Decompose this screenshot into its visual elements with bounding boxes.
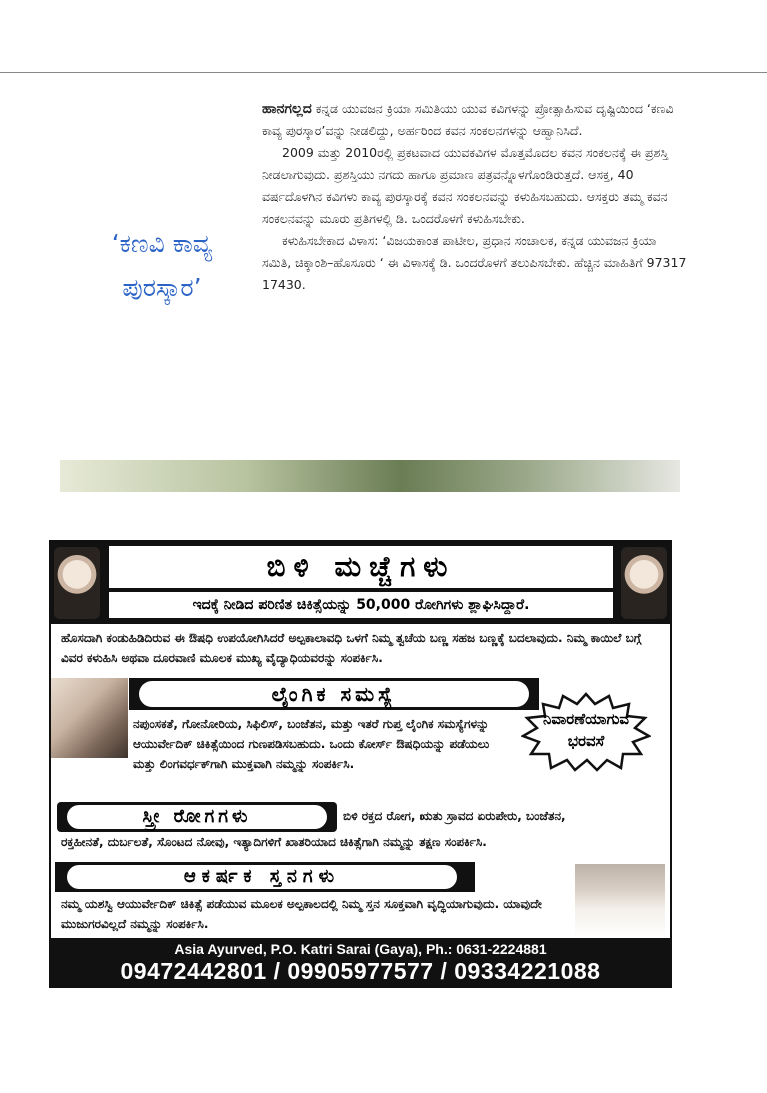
article-lead-word: ಹಾನಗಲ್ಲದ xyxy=(262,101,312,117)
ayurved-advertisement xyxy=(49,540,672,988)
ad-section-breast xyxy=(51,860,670,940)
woman-face-photo-right xyxy=(621,547,667,619)
section4-title-bar xyxy=(55,862,475,892)
top-rule xyxy=(0,72,767,73)
section3-title: ಸ್ತ್ರೀ ರೋಗಗಳು xyxy=(67,805,327,829)
ad-header-block xyxy=(51,542,670,624)
ad-paragraph-breast: ನಮ್ಮ ಯಶಸ್ವಿ ಆಯುರ್ವೇದಿಕ್ ಚಿಕಿತ್ಸೆ ಪಡೆಯುವ ಮೂಲಕ ಅಲ್ಪಕಾಲದಲ್ಲಿ ನಿಮ್ಮ ಸ್ತನ ಸೂಕ್ತವಾಗಿ ವೃದ್ಧಿಯಾಗುವುದು. ಯಾವುದೇ ಮುಜುಗರವಿಲ್ಲದೆ ನಮ್ಮನ್ನು ಸಂಪರ್ಕಿಸಿ. xyxy=(61,897,542,931)
article-paragraph-3: ಕಳುಹಿಸಬೇಕಾದ ವಿಳಾಸ: ‘ವಿಜಯಕಾಂತ ಪಾಟೀಲ, ಪ್ರಧಾನ ಸಂಚಾಲಕ, ಕನ್ನಡ ಯುವಜನ ಕ್ರಿಯಾ ಸಮಿತಿ, ಚಿಕ್ಕಾಂಶಿ–ಹೊಸೂರು ‘ ಈ ವಿಳಾಸಕ್ಕೆ ಡಿ. ಒಂದರೊಳಗೆ ತಲುಪಿಸಬೇಕು. ಹೆಚ್ಚಿನ ಮಾಹಿತಿಗೆ 97317 17430. xyxy=(262,233,687,292)
gradient-divider xyxy=(60,460,680,492)
award-title-line1: ‘ಕಣವಿ ಕಾವ್ಯ xyxy=(111,229,213,258)
ad-paragraph-skin: ಹೊಸದಾಗಿ ಕಂಡುಹಿಡಿದಿರುವ ಈ ಔಷಧಿ ಉಪಯೋಗಿಸಿದರೆ ಅಲ್ಪಕಾಲಾವಧಿ ಒಳಗೆ ನಿಮ್ಮ ತ್ವಚೆಯ ಬಣ್ಣ ಸಹಜ ಬಣ್ಣಕ್ಕೆ ಬದಲಾವುದು. ನಿಮ್ಮ ಕಾಯಿಲೆ ಬಗ್ಗೆ ವಿವರ ಕಳುಹಿಸಿ ಅಥವಾ ದೂರವಾಣಿ ಮೂಲಕ ಮುಖ್ಯ ವೈದ್ಯಾಧಿಯವರನ್ನು ಸಂಪರ್ಕಿಸಿ. xyxy=(61,631,642,665)
ad-headline: ಬಿಳಿ ಮಚ್ಚೆಗಳು xyxy=(109,546,613,588)
section4-title: ಆಕರ್ಷಕ ಸ್ತನಗಳು xyxy=(67,865,457,889)
contact-address: Asia Ayurved, P.O. Katri Sarai (Gaya), Ph.: 0631-2224881 xyxy=(174,941,547,957)
starburst-text xyxy=(529,708,643,752)
starburst-line2: ಭರವಸೆ xyxy=(567,732,605,750)
article-paragraph-2: 2009 ಮತ್ತು 2010ರಲ್ಲಿ ಪ್ರಕಟವಾದ ಯುವಕವಿಗಳ ಮೊತ್ತಮೊದಲ ಕವನ ಸಂಕಲನಕ್ಕೆ ಈ ಪ್ರಶಸ್ತಿ ನೀಡಲಾಗುವುದು. ಪ್ರಶಸ್ತಿಯು ನಗದು ಹಾಗೂ ಪ್ರಮಾಣ ಪತ್ರವನ್ನೊಳಗೊಂಡಿರುತ್ತದೆ. ಆಸಕ್ತ, 40 ವರ್ಷದೊಳಗಿನ ಕವಿಗಳು ಕಾವ್ಯ ಪುರಸ್ಕಾರಕ್ಕೆ ಕವನ ಸಂಕಲನವನ್ನು ಕಳುಹಿಸಬಹುದು. ಆಸಕ್ತರು ತಮ್ಮ ಕವನ ಸಂಕಲನವನ್ನು ಮೂರು ಪ್ರತಿಗಳಲ್ಲಿ ಡಿ. ಒಂದರೊಳಗೆ ಕಳುಹಿಸಬೇಕು. xyxy=(262,145,669,226)
article-paragraph-1-text: ಕನ್ನಡ ಯುವಜನ ಕ್ರಿಯಾ ಸಮಿತಿಯು ಯುವ ಕವಿಗಳನ್ನು ಪ್ರೋತ್ಸಾಹಿಸುವ ದೃಷ್ಟಿಯಿಂದ ‘ಕಣವಿ ಕಾವ್ಯ ಪುರಸ್ಕಾರ’ವನ್ನು ನೀಡಲಿದ್ದು, ಅರ್ಹರಿಂದ ಕವನ ಸಂಕಲನಗಳನ್ನು ಆಹ್ವಾನಿಸಿದೆ. xyxy=(262,101,674,138)
ad-paragraph-sexual-health: ನಪುಂಸಕತೆ, ಗೋನೋರಿಯ, ಸಿಫಿಲಿಸ್, ಬಂಜೆತನ, ಮತ್ತು ಇತರೆ ಗುಪ್ತ ಲೈಂಗಿಕ ಸಮಸ್ಯೆಗಳನ್ನು ಆಯುರ್ವೇದಿಕ್ ಚಿಕಿತ್ಸೆಯಿಂದ ಗುಣಪಡಿಸಬಹುದು. ಒಂದು ಕೋರ್ಸ್ ಔಷಧಿಯನ್ನು ಪಡೆಯಲು ಮತ್ತು ಲಿಂಗವರ್ಧಕ್‌ಗಾಗಿ ಮುಕ್ತವಾಗಿ ನಮ್ಮನ್ನು ಸಂಪರ್ಕಿಸಿ. xyxy=(133,717,490,771)
woman-face-photo-left xyxy=(54,547,100,619)
ad-contact-footer xyxy=(51,938,670,986)
contact-phone-numbers: 09472442801 / 09905977577 / 09334221088 xyxy=(120,958,601,984)
ad-section-womens-diseases xyxy=(51,802,670,860)
section2-title: ಲೈಂಗಿಕ ಸಮಸ್ಯೆ xyxy=(139,681,529,707)
award-title xyxy=(72,222,252,310)
ad-subline: ಇದಕ್ಕೆ ನೀಡಿದ ಪರಿಣಿತ ಚಿಕಿತ್ಸೆಯನ್ನು 50,000 ರೋಗಿಗಳು ಶ್ಲಾಘಿಸಿದ್ದಾರೆ. xyxy=(109,592,613,618)
woman-photo xyxy=(575,864,665,938)
section3-title-bar xyxy=(57,802,337,832)
award-title-line2: ಪುರಸ್ಕಾರ’ xyxy=(122,273,202,302)
ad-paragraph-womens-line2: ರಕ್ತಹೀನತೆ, ದುರ್ಬಲತೆ, ಸೊಂಟದ ನೋವು, ಇತ್ಯಾದಿಗಳಿಗೆ ಖಾತರಿಯಾದ ಚಿಕಿತ್ಸೆಗಾಗಿ ನಮ್ಮನ್ನು ತಕ್ಷಣ ಸಂಪರ್ಕಿಸಿ. xyxy=(61,835,487,849)
couple-photo xyxy=(51,678,128,758)
article-paragraph-1 xyxy=(262,98,687,142)
ad-paragraph-womens-line1: ಬಿಳಿ ರಕ್ತದ ರೋಗ, ಋತು ಸ್ರಾವದ ಏರುಪೇರು, ಬಂಜೆತನ, xyxy=(343,809,566,823)
section2-title-bar xyxy=(129,678,539,710)
article-body xyxy=(262,98,687,296)
starburst-line1: ನಿವಾರಣೆಯಾಗುವ xyxy=(543,710,629,728)
